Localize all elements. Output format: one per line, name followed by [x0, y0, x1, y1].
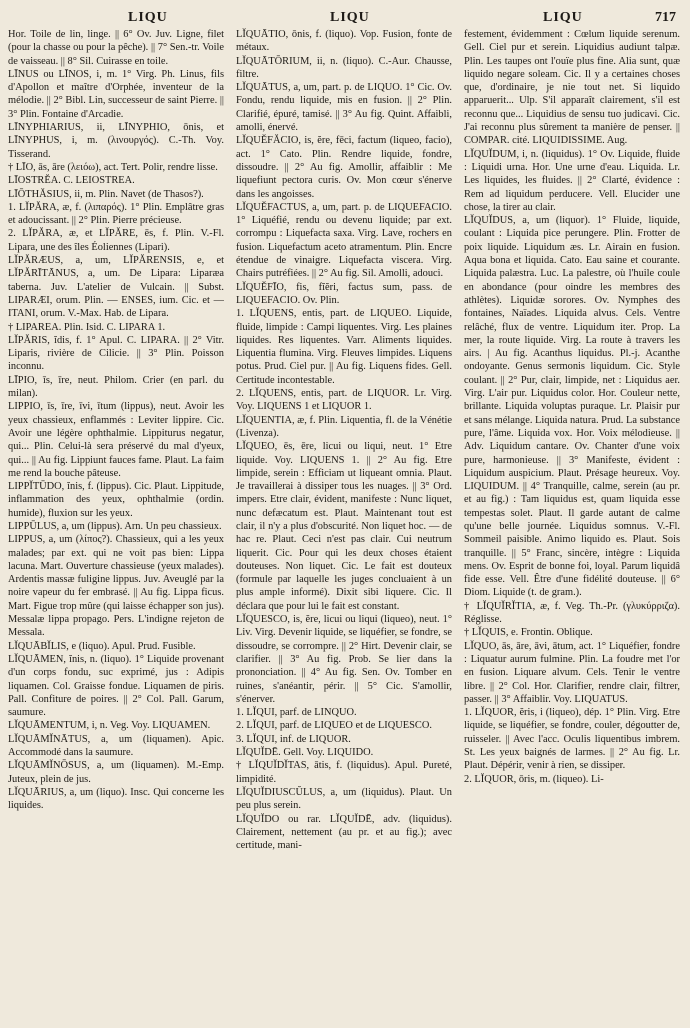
dictionary-entry: LĬQUĀTIO, ōnis, f. (liquo). Vop. Fusion, fonte de métaux. — [236, 29, 452, 54]
dictionary-entry: 1. LĬQUENS, entis, part. de LIQUEO. Liquide, fluide, limpide : Campi liquentes. Virg. Les plaines liquides. Res liquentes. Varr. Aliments liquides. Liquentia flumina. Virg. Fleuves limpides. Liquens potus. Prud. Ciel pur. || Au fig. Liquens fides. Gell. Certitude incontestable. — [236, 308, 452, 386]
dictionary-entry: 2. LĬQUENS, entis, part. de LIQUOR. Lr. Virg. Voy. LIQUENS 1 et LIQUOR 1. — [236, 388, 452, 413]
dictionary-entry: † LĬQUĬDĬTAS, ātis, f. (liquidus). Apul. Pureté, limpidité. — [236, 760, 452, 785]
dictionary-entry: † LĬQUĬRĬTIA, æ, f. Veg. Th.-Pr. (γλυκύρριζα). Réglisse. — [464, 600, 680, 626]
text-columns — [8, 28, 680, 1024]
dictionary-entry: LĬQUĀTŌRIUM, ii, n. (liquo). C.-Aur. Chausse, filtre. — [236, 55, 452, 80]
dictionary-entry: LĬQUEO, ēs, ēre, licui ou liqui, neut. 1° Etre liquide. Voy. LIQUENS 1. || 2° Au fig. Etre limpide, serein : Efficiam ut liqueant omnia. Plaut. Je travaillerai à dissiper tous les nuages. || 3° Ord. impers. Etre clair, évident, manifeste : Nunc liquet, nunc defæcatum est. Plaut. Maintenant tout est clair, il n'y a plus d'obscurité. Non liquet hoc. — de hac re. Plaut. Ceci n'est pas clair. Cui neutrum liquerit. Cic. Pour qui les deux choses étaient douteuses. Non liquet. Cic. Le fait est douteux (formule par laquelle les juges concluaient à un plus ample informé). Dixit sibi liquere. Cic. Il déclara que pour lui le fait est constant. — [236, 441, 452, 612]
center-running-head: LIQU — [330, 10, 370, 25]
dictionary-entry: Hor. Toile de lin, linge. || 6° Ov. Juv. Ligne, filet (pour la chasse ou pour la pêche). || 7° Sen.-tr. Voile de vaisseau. || 8° Sil. Cuirasse en toile. — [8, 29, 224, 67]
dictionary-entry: 1. LĬQUI, parf. de LINQUO. — [236, 707, 357, 719]
column-left — [8, 28, 224, 1024]
dictionary-entry: LĪPIO, īs, īre, neut. Philom. Crier (en parl. du milan). — [8, 374, 224, 400]
dictionary-entry: LĬQUĀMĬNŌSUS, a, um (liquamen). M.-Emp. Juteux, plein de jus. — [8, 760, 224, 785]
dictionary-entry: 1. LĬQUOR, ĕris, i (liqueo), dép. 1° Plin. Virg. Etre liquide, se liquéfier, se fondre, couler, dégoutter de, ruisseler. || Avec l'acc. Oculis liquentibus imbrem. St. Les yeux baignés de larmes. || 2° Au fig. Lr. Plaut. Dépérir, venir à rien, se dissiper. — [464, 707, 680, 772]
dictionary-entry: LĪNUS ou LĪNOS, i, m. 1° Virg. Ph. Linus, fils d'Apollon et maître d'Orphée, inventeur de la mélodie. || 2° Bibl. Lin, successeur de saint Pierre. || 3° Plin. Fontaine d'Arcadie. — [8, 68, 224, 120]
dictionary-entry: 1. LĬPĂRA, æ, f. (λιπαρός). 1° Plin. Emplâtre gras et adoucissant. || 2° Plin. Pierre précieuse. — [8, 201, 224, 227]
dictionary-entry: LĪNYPHIARIUS, ii, LĪNYPHIO, ōnis, et LĪNYPHUS, i, m. (λινουργός). C.-Th. Voy. Tisserand. — [8, 122, 224, 160]
right-running-head: LIQU — [543, 10, 583, 25]
dictionary-entry: 2. LĬQUI, parf. de LIQUEO et de LIQUESCO. — [236, 720, 432, 732]
dictionary-entry: 3. LĬQUI, inf. de LIQUOR. — [236, 733, 351, 745]
dictionary-entry: LĬQUĔFĂCIO, is, ĕre, fēci, factum (liqueo, facio), act. 1° Cato. Plin. Rendre liquide, fondre, dissoudre. || 2° Au fig. Amollir, affaiblir : Me liquefiunt pectora curis. Ov. Mon cœur s'énerve dans les angoisses. — [236, 135, 452, 200]
left-running-head: LIQU — [128, 10, 168, 25]
dictionary-entry: LĬQUĀBĬLIS, e (liquo). Apul. Prud. Fusible. — [8, 640, 196, 652]
dictionary-entry: † LĪO, ās, āre (λειόω), act. Tert. Polir, rendre lisse. — [8, 161, 218, 173]
dictionary-entry: LĬQUĔFĪO, fis, fĭĕri, factus sum, pass. de LIQUEFACIO. Ov. Plin. — [236, 281, 452, 306]
dictionary-entry: LĬQUO, ās, āre, āvi, ātum, act. 1° Liquéfier, fondre : Liquatur aurum fulmine. Plin. La foudre met l'or en fusion. Liquare alvum. Cels. Tenir le ventre libre. || 2° Col. Hor. Clarifier, rendre clair, filtrer, passer. || 3° Affaiblir. Voy. LIQUATUS. — [464, 640, 680, 705]
column-middle — [236, 28, 452, 1024]
dictionary-entry: LĬQUĬDĒ. Gell. Voy. LIQUIDO. — [236, 747, 374, 759]
dictionary-entry: LĬQUĀMEN, ĭnis, n. (liquo). 1° Liquide provenant d'un corps fondu, suc exprimé, jus : Adipis liquamen. Col. Graisse fondue. Liquamen de piris. Pall. Confiture de poires. || 2° Col. Pall. Garum, saumure. — [8, 653, 224, 719]
dictionary-entry: LĬQUĬDO ou rar. LĬQUĬDĒ, adv. (liquidus). Clairement, nettement (au pr. et au fig.); avec certitude, mani- — [236, 813, 452, 852]
dictionary-entry: LIPPŪLUS, a, um (lippus). Arn. Un peu chassieux. — [8, 520, 222, 532]
dictionary-entry: LIPPIO, īs, īre, īvi, ītum (lippus), neut. Avoir les yeux chassieux, enflammés : Leviter lippire. Cic. Avoir une légère ophthalmie. Lippiturus negatur, qui... Plin. Celui-là sera préservé du mal d'yeux, qui... || Au fig. Lippiunt fauces fame. Plaut. La faim me rend la bouche pâteuse. — [8, 401, 224, 479]
dictionary-entry: 2. LĬPĂRA, æ, et LĬPĂRE, ēs, f. Plin. V.-Fl. Lipara, une des îles Éoliennes (Lipari). — [8, 228, 224, 253]
column-right — [464, 28, 680, 1024]
dictionary-entry: LĬQUĬDIUSCŬLUS, a, um (liquidus). Plaut. Un peu plus serein. — [236, 786, 452, 812]
dictionary-entry: LĪOSTRĔA. C. LEIOSTREA. — [8, 175, 135, 187]
dictionary-entry: festement, évidemment : Cœlum liquide serenum. Gell. Ciel pur et serein. Liquidius audiunt talpæ. Plin. Les taupes ont l'ouïe plus fine. Alia sunt, quæ liquido negare soleam. Cic. Il y a certaines choses que, d'ordinaire, je nie tout net. Si liquido apparuerit... Ulp. S'il apparaît clairement, s'il est reconnu que... Liquidius de sensu tuo judicavi. Cic. J'ai reconnu plus sûrement ta manière de penser. || COMPAR. cité. LIQUIDISSIME. Aug. — [464, 29, 680, 147]
dictionary-entry: LĬQUĀTUS, a, um, part. p. de LIQUO. 1° Cic. Ov. Fondu, rendu liquide, mis en fusion. || 2° Plin. Clarifié, épuré, tamisé. || 3° Au fig. Quint. Affaibli, amolli, énervé. — [236, 82, 452, 134]
dictionary-entry: † LIPAREA. Plin. Isid. C. LIPARA 1. — [8, 321, 166, 333]
dictionary-entry: LĬQUĀRIUS, a, um (liquo). Insc. Qui concerne les liquides. — [8, 786, 224, 812]
page-header — [8, 6, 680, 28]
dictionary-entry: LĪŌTHĂSIUS, ii, m. Plin. Navet (de Thasos?). — [8, 188, 204, 200]
dictionary-entry: LĬQUĔFACTUS, a, um, part. p. de LIQUEFACIO. 1° Liquéfié, rendu ou devenu liquide; par ext. corrompu : Liquefacta saxa. Virg. Lave, rochers en fusion. Liquefactum aceto atramentum. Plin. Encre étendue de vinaigre. Liquefacta viscera. Virg. Chairs putréfiées. || 2° Au fig. Sil. Amolli, adouci. — [236, 201, 452, 280]
dictionary-entry: LĬQUĀMĬNĀTUS, a, um (liquamen). Apic. Accommodé dans la saumure. — [8, 733, 224, 759]
dictionary-entry: LIPPUS, a, um (λίπος?). Chassieux, qui a les yeux malades; par ext. qui ne voit pas bien: Lippa lacuna. Mart. Ouverture chassieuse (yeux malades). Ardentis massæ fuligine lippus. Juv. Aveuglé par la noire vapeur du fer embrasé. || Au fig. Lippa ficus. Mart. Figue trop mûre (qui laisse échapper son jus). Messalæ lippa propago. Pers. L'indigne rejeton de Messala. — [8, 534, 224, 639]
page-number: 717 — [655, 10, 676, 25]
dictionary-entry: 2. LĬQUOR, ōris, m. (liqueo). Li- — [464, 773, 604, 785]
dictionary-entry: LĬQUĬDUM, i, n. (liquidus). 1° Ov. Liquide, fluide : Liquidi urna. Hor. Une urne d'eau. Liquida. Lr. Les liquides, les fluides. || 2° Clarté, évidence : Rem ad liquidum perducere. Vell. Elucider une chose, la tirer au clair. — [464, 148, 680, 213]
dictionary-entry: LIPPĬTŪDO, ĭnis, f. (lippus). Cic. Plaut. Lippitude, inflammation des yeux, ophthalmie (ordin. humide), fluxion sur les yeux. — [8, 481, 224, 519]
dictionary-entry: LĬQUĀMENTUM, i, n. Veg. Voy. LIQUAMEN. — [8, 720, 211, 732]
dictionary-entry: LĬQUĬDUS, a, um (liquor). 1° Fluide, liquide, coulant : Liquida pice perungere. Plin. Frotter de poix liquide. Liquidum æs. Lr. Airain en fusion. Aqua bona et liquida. Cato. Eau saine et courante. Liquida palæstra. Luc. La palestre, où l'huile coule en abondance (pour oindre les membres des athlètes). Liquidæ sorores. Ov. Nymphes des fontaines, Naïades. Liquida alvus. Cels. Ventre relâché, flux de ventre. Liquidum iter. Prop. La mer, la route liquide. Virg. La route à travers les airs. | Au fig. Acanthus liquidus. Pl.-j. Acanthe ondoyante. Genus sermonis liquidum. Cic. Style coulant. || 2° Pur, clair, limpide, net : Liquidus aer. Virg. L'air pur. Liquidus color. Hor. Couleur nette, brillante. Liquida voluptas puraque. Lr. Plaisir pur et sans mélange. Liquida natura. Prud. La substance pure, l'âme. Liquida vox. Hor. Voix mélodieuse. || Adv. Liquidum cantare. Ov. Chanter d'une voix pure, harmonieuse. || 3° Manifeste, évident : Liquidum auspicium. Plaut. Présage heureux. Voy. LIQUIDUM. || 4° Tranquille, calme, serein (au pr. et au fig.) : Tam liquidus est, quam liquida esse tempestas solet. Plaut. Il garde autant de calme qu'une belle journée. Liquidus somnus. V.-Fl. Sommeil paisible. Animo liquido es. Plaut. Sois tranquille. || 5° Franc, sincère, intègre : Liquida mens. Ov. Esprit de bonne foi, loyal. Parum liquidâ fide esse. Vell. Être d'une fidélité douteuse. || 6° Diom. Liquide (t. de gram.). — [464, 215, 680, 599]
dictionary-entry: † LĬQUIS, e. Frontin. Oblique. — [464, 627, 593, 639]
dictionary-entry: LĬPĂRÆUS, a, um, LĬPĂRENSIS, e, et LĬPĂRĪTĀNUS, a, um. De Lipara: Liparæa taberna. Juv. L'atelier de Vulcain. || Subst. LIPARÆI, orum. Plin. — ENSES, ium. Cic. et — ITANI, orum. V.-Max. Hab. de Lipara. — [8, 255, 224, 320]
dictionary-entry: LĬQUESCO, is, ĕre, licui ou liqui (liqueo), neut. 1° Liv. Virg. Devenir liquide, se liquéfier, se fondre, se dissoudre, se corrompre. || 2° Hirt. Devenir clair, se clarifier. || 3° Au fig. Prob. Se lier dans la prononciation. || 4° Au fig. Sen. Ov. Tomber en ruines, s'anéantir, périr. || 5° Cic. S'amollir, s'énerver. — [236, 614, 452, 705]
dictionary-entry: LĬQUENTIA, æ, f. Plin. Liquentia, fl. de la Vénétie (Livenza). — [236, 414, 452, 439]
dictionary-entry: LĬPĂRIS, ĭdis, f. 1° Apul. C. LIPARA. || 2° Vitr. Liparis, rivière de Cilicie. || 3° Plin. Poisson inconnu. — [8, 334, 224, 373]
